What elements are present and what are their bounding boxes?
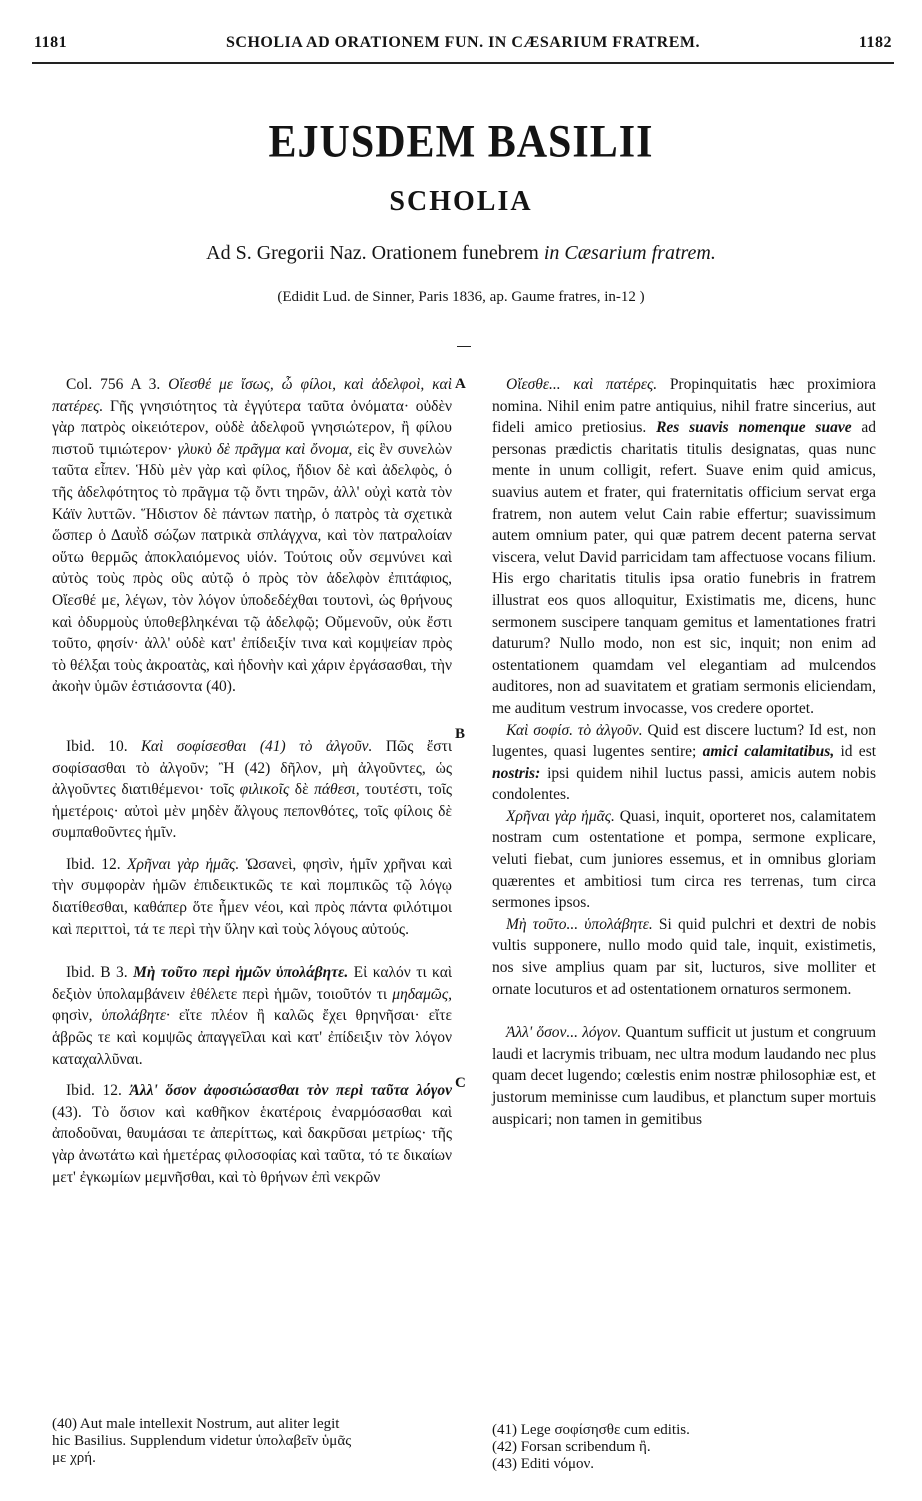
subtitle-line	[0, 242, 922, 265]
text: ad personas prædictis charitatis titulis designatas, quas nunc mente in unum colligit, refert. Suave enim quid amicus, suavius autem et frater, qui fraternitatis officium servat erga fratrem, non autem velut Cain rabie effertur; suavissimum autem omnium pater, qui quæ patrem decent paterna servat viscera, velut David parricidam tam affectuose vocans filium. His ergo charitatis titulis ipsa oratio funebris in fratrem illustrat eos quos alloquitur, Existimatis me, dicens, hunc sermonem suscipere tanquam gemitus et lamentationes fratri daturum? Nullo modo, non est sic, inquit; non enim ad ostentationem quamdam vel elegantiam ad mulcendos auditores, non ad suavitatem et gratiam sermonis eliciendam, me auditum vestrum invocasse, vos credere oportet.	[492, 419, 877, 717]
reference: Ibid. 12.	[66, 855, 121, 873]
text: (43). Τὸ ὅσιον καὶ καθῆκον ἑκατέροις ἐναρμόσασθαι καὶ ἀποδοῦναι, θαυμάσαι τε ἀπερίττως, καὶ δακρῦσαι μετρίως· τῆς γὰρ ἀνωτάτω καὶ ἡμετέρας φιλοσοφίας καὶ ταῦτα, τό τε δικαίων μετ' ἐγκωμίων μεμνῆσθαι, καὶ τὸ θρήνων ἐπὶ νεκρῶν	[52, 1103, 452, 1186]
margin-letter-a: A	[455, 376, 466, 392]
scholion-latin	[492, 720, 876, 806]
lemma: Καὶ σοφίσεσθαι (41) τὸ ἀλγοῦν.	[141, 737, 373, 755]
scholion-greek	[52, 374, 452, 698]
scholion-greek	[52, 1080, 452, 1188]
text: φησὶν,	[52, 1007, 93, 1025]
scholion-latin	[492, 1022, 876, 1130]
text: Εἰ καλόν τι καὶ δεξιὸν ὑπολαμβάνειν ἐθέλετε περὶ ἡμῶν, τοιοῦτόν τι	[52, 964, 453, 1003]
margin-letter-b: B	[455, 726, 466, 742]
text: Quid est discere luctum? Id est, non lugentes, quasi lugentes sentire;	[492, 721, 876, 761]
text: Si quid pulchri et dextri de nobis vultis supponere, nullo modo quid tale, inquit, existimetis, nos sive amplius quam par sit, lucturos, sive molliter et ornate locuturos et ad ostentationem ornaturos sermonem.	[492, 915, 876, 998]
footnote-line: (42) Forsan scribendum ἢ.	[492, 1439, 651, 1455]
footnote-line: (40) Aut male intellexit Nostrum, aut aliter legit	[52, 1416, 340, 1432]
subtitle-line-roman: Ad S. Gregorii Naz. Orationem funebrem	[206, 242, 539, 264]
scholion-latin	[492, 806, 876, 914]
text: Πῶς ἔστι σοφίσασθαι τὸ ἀλγοῦν; Ἢ (42) δῆλον, μὴ ἀλγοῦντες, ὡς ἀλγοῦντες διατιθέμενοι· τοῖς	[52, 737, 453, 799]
lemma: Καὶ σοφίσ. τὸ ἀλγοῦν.	[506, 721, 643, 739]
main-title: EJUSDEM BASILII	[268, 116, 654, 168]
text: Quasi, inquit, oporteret nos, calamitatem nostram cum ostentatione et pompa, sermone explicare, veluti fiebat, cum juniores essemus, et in omnibus gloriam quærentes et ambitiosi tum circa res terrenas, tum circa sermones ipsos.	[492, 807, 877, 912]
lemma: Οἴεσθέ με ἴσως, ὦ φίλοι, καὶ ἀδελφοὶ, καὶ πατέρες.	[52, 376, 452, 415]
text-italic: Res suavis nomenque suave	[656, 419, 852, 437]
footnote-line: (43) Editi νόμον.	[492, 1456, 595, 1472]
left-column	[52, 374, 452, 1188]
scholion-greek	[52, 962, 452, 1070]
text-italic: nostris:	[492, 764, 541, 782]
column-divider-mark	[457, 346, 471, 347]
text-italic: ὑπολάβητε·	[101, 1007, 170, 1025]
reference: Ibid. 12.	[66, 1082, 122, 1100]
lemma: Μὴ τοῦτο... ὑπολάβητε.	[506, 915, 653, 933]
text: δὲ	[294, 781, 309, 799]
lemma: Ἀλλ' ὅσον... λόγον.	[506, 1024, 622, 1042]
text: εἴτε πλέον ἢ καλῶς ἔχει θρηνῆσαι· εἴτε ἁβρῶς τε καὶ κομψῶς ἀπαγγεῖλαι καὶ κατ' ἐπίδειξιν τὸν λόγον καταχαλλῦναι.	[52, 1007, 453, 1068]
edition-note: (Edidit Lud. de Sinner, Paris 1836, ap. Gaume fratres, in-12 )	[277, 289, 645, 305]
reference: Col. 756 A 3.	[66, 376, 161, 393]
scholion-latin	[492, 914, 876, 1000]
text: τουτέστι, τοῖς ἡμετέροις· αὐτοὶ μὲν μηδὲν ἄλγους πεπονθότες, τοῖς φίλοις δὲ συμπαθοῦντες ἡμῖν.	[52, 781, 453, 842]
subtitle-line-italic: in Cæsarium fratrem.	[543, 242, 716, 264]
text: id est	[840, 743, 877, 761]
right-column	[492, 374, 876, 1130]
subtitle: SCHOLIA	[389, 186, 533, 217]
margin-letter-c: C	[455, 1075, 466, 1091]
footnote-line: με χρή.	[52, 1450, 96, 1466]
running-title: SCHOLIA AD ORATIONEM FUN. IN CÆSARIUM FRATREM.	[226, 34, 700, 51]
lemma: Ἀλλ' ὅσον ἀφοσιώσασθαι τὸν περὶ ταῦτα λόγον	[129, 1082, 453, 1100]
scholion-greek	[52, 736, 452, 844]
scholion-greek	[52, 854, 452, 940]
footnote-line: (41) Lege σοφίσησθε cum editis.	[492, 1422, 690, 1438]
page-number-left: 1181	[34, 34, 68, 51]
text-italic: amici calamitatibus,	[702, 743, 835, 761]
lemma: Χρῆναι γὰρ ἡμᾶς.	[506, 807, 615, 825]
page-number-right: 1182	[858, 34, 892, 51]
text: Quantum sufficit ut justum et congruum laudi et lacrymis tribuam, nec ultra modum laudando nec plus quam decet lugendo; cœlestis enim nostræ philosophiæ est, et justorum meminisse cum laudibus, et planctum super mortuis auspicari; non tamen in gemitibus	[492, 1024, 876, 1128]
running-header	[34, 34, 892, 58]
text: Propinquitatis hæc proximiora nomina. Nihil enim patre antiquius, nihil fratre sincerius, aut fideli amico pretiosius.	[492, 376, 876, 437]
text-italic: φιλικοῖς	[239, 781, 290, 799]
text-italic: μηδαμῶς,	[392, 985, 452, 1003]
text: ipsi quidem nihil luctus passi, amicis autem nobis condolentes.	[492, 764, 876, 804]
text: Ὡσανεὶ, φησὶν, ἡμῖν χρῆναι καὶ τὴν συμφορὰν ἡμῶν ἐπιδεικτικῶς τε καὶ πομπικῶς τῷ λόγῳ διατίθεσθαι, καθάπερ ὅτε ἦμεν νέοι, καὶ πρὸς πάντα φιλότιμοι καὶ περιττοὶ, τά τε περὶ τὴν ὕλην καὶ τοὺς λόγους αὐτούς.	[52, 855, 453, 938]
text-italic: γλυκὺ δὲ πρᾶγμα καὶ ὄνομα,	[177, 440, 353, 458]
lemma: Χρῆναι γὰρ ἡμᾶς.	[127, 855, 240, 873]
footnotes-right	[492, 1422, 876, 1473]
footnotes-left	[52, 1416, 452, 1467]
footnote-line: hic Basilius. Supplendum videtur ὑπολαβεῖν ὑμᾶς	[52, 1433, 352, 1449]
scholion-latin	[492, 374, 876, 720]
text-italic: πάθεσι,	[314, 781, 360, 799]
lemma: Μὴ τοῦτο περὶ ἡμῶν ὑπολάβητε.	[133, 964, 349, 982]
text: Γῆς γνησιότητος τὰ ἐγγύτερα ταῦτα ὀνόματα· οὐδὲν γὰρ πατρὸς οἰκειότερον, οὐδὲ ἀδελφοῦ γνησιώτερον, ἢ φίλου πιστοῦ τιμιώτερον·	[52, 397, 452, 458]
reference: Ibid. 10.	[66, 737, 128, 755]
header-rule	[32, 62, 894, 64]
lemma: Οἴεσθε... καὶ πατέρες.	[506, 376, 658, 393]
reference: Ibid. B 3.	[66, 964, 128, 982]
text: εἰς ἓν συνελὼν ταῦτα εἶπεν. Ἡδὺ μὲν γὰρ καὶ φίλος, ἥδιον δὲ καὶ ἀδελφὸς, ὁ τῆς ἀδελφότητος τὸ πρᾶγμα τῷ ὄντι τηρῶν, ἀλλ' οὐχὶ κατὰ τὸν Κάϊν λυττῶν. Ἥδιστον δὲ πάντων πατὴρ, ὁ πατρὸς τὰ σχετικὰ ὥσπερ ὁ Δαυῒδ σώζων πατρικὰ σπλάγχνα, καὶ τὸν πατραλοίαν οὕτω θερμῶς ἀποκλαιόμενος υἱόν. Τούτοις οὖν σεμνύνει καὶ αὐτὸς τοὺς πρὸς οὓς αὐτῷ ὁ πρὸς τὸν ἀδελφὸν ἐπιτάφιος, Οἴεσθέ με, λέγων, τὸν λόγον ὑποδεδέχθαι τουτονὶ, ὡς θρήνους καὶ ὀδυρμοὺς ὑποθεβληκέναι τῷ ἀδελφῷ; Οὔμενοῦν, οὐκ ἔστι τοῦτο, φησίν· ἀλλ' οὐδὲ κατ' ἐπίδειξίν τινα καὶ κομψείαν πρὸς τὸ θέλξαι τοὺς ἀκροατὰς, καὶ ἡδονὴν καὶ χάριν ἐργάσασθαι, τὴν ἀκοὴν ὑμῶν ἑστιάσοντα (40).	[52, 440, 453, 696]
